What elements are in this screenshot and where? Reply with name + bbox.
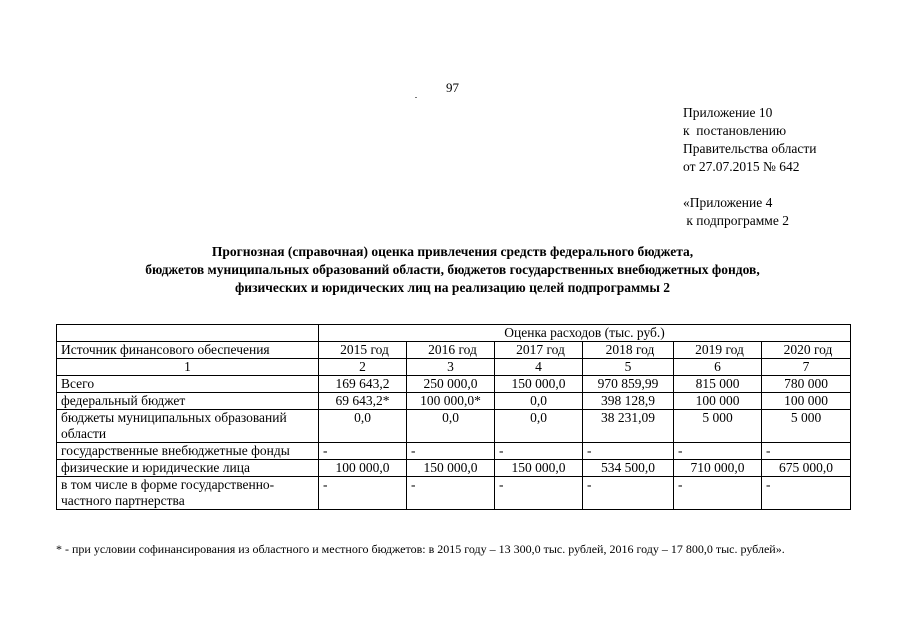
table-cell: 100 000 bbox=[762, 393, 851, 410]
table-cell: 38 231,09 bbox=[583, 410, 674, 443]
column-number: 3 bbox=[407, 359, 495, 376]
column-number: 7 bbox=[762, 359, 851, 376]
row-label: федеральный бюджет bbox=[57, 393, 319, 410]
appendix-line: от 27.07.2015 № 642 bbox=[683, 159, 800, 174]
table-cell: - bbox=[407, 443, 495, 460]
column-number: 5 bbox=[583, 359, 674, 376]
table-cell: - bbox=[319, 443, 407, 460]
table-cell: 100 000,0 bbox=[319, 460, 407, 477]
table-cell: 0,0 bbox=[319, 410, 407, 443]
title-line: Прогнозная (справочная) оценка привлечения средств федерального бюджета, bbox=[211, 244, 694, 259]
source-header: Источник финансового обеспечения bbox=[57, 342, 319, 359]
year-header: 2018 год bbox=[583, 342, 674, 359]
scan-mark bbox=[415, 97, 417, 98]
row-label: физические и юридические лица bbox=[57, 460, 319, 477]
title-line: физических и юридических лиц на реализацию целей подпрограммы 2 bbox=[234, 280, 671, 295]
table-cell: 150 000,0 bbox=[407, 460, 495, 477]
table-cell: 675 000,0 bbox=[762, 460, 851, 477]
sub-appendix-line: к подпрограмме 2 bbox=[683, 213, 789, 228]
year-header: 2019 год bbox=[674, 342, 762, 359]
column-number: 2 bbox=[319, 359, 407, 376]
table-cell: - bbox=[674, 443, 762, 460]
table-cell: 0,0 bbox=[407, 410, 495, 443]
table-cell: 100 000 bbox=[674, 393, 762, 410]
year-header: 2017 год bbox=[495, 342, 583, 359]
appendix-block bbox=[683, 104, 816, 230]
appendix-line: Правительства области bbox=[683, 141, 817, 156]
appendix-line: Приложение 10 bbox=[683, 105, 773, 120]
table-row bbox=[57, 393, 851, 410]
year-header: 2015 год bbox=[319, 342, 407, 359]
table-cell: 5 000 bbox=[674, 410, 762, 443]
row-label: государственные внебюджетные фонды bbox=[57, 443, 319, 460]
table-cell: - bbox=[495, 477, 583, 510]
header-empty-cell bbox=[57, 325, 319, 342]
table-cell: - bbox=[583, 443, 674, 460]
table-cell: 150 000,0 bbox=[495, 376, 583, 393]
table-cell: - bbox=[407, 477, 495, 510]
table-cell: 970 859,99 bbox=[583, 376, 674, 393]
table-row bbox=[57, 410, 851, 443]
funding-table bbox=[56, 324, 851, 510]
year-header: 2020 год bbox=[762, 342, 851, 359]
table-cell: - bbox=[762, 443, 851, 460]
table-row bbox=[57, 477, 851, 510]
row-label: бюджеты муниципальных образований области bbox=[57, 410, 319, 443]
appendix-line: к постановлению bbox=[683, 123, 787, 138]
row-label: в том числе в форме государственно-частного партнерства bbox=[57, 477, 319, 510]
table-row bbox=[57, 376, 851, 393]
row-label: Всего bbox=[57, 376, 319, 393]
table-cell: 0,0 bbox=[495, 410, 583, 443]
footnote: * - при условии софинансирования из областного и местного бюджетов: в 2015 году – 13 300,0 тыс. рублей, 2016 году – 17 800,0 тыс. рублей». bbox=[56, 542, 785, 556]
table-cell: 150 000,0 bbox=[495, 460, 583, 477]
table-cell: 250 000,0 bbox=[407, 376, 495, 393]
table-row bbox=[57, 460, 851, 477]
table-cell: 69 643,2* bbox=[319, 393, 407, 410]
title-line: бюджетов муниципальных образований области, бюджетов государственных внебюджетных фондов, bbox=[145, 262, 760, 277]
table-cell: - bbox=[583, 477, 674, 510]
table-cell: 534 500,0 bbox=[583, 460, 674, 477]
table-cell: 815 000 bbox=[674, 376, 762, 393]
table-cell: - bbox=[319, 477, 407, 510]
table-cell: - bbox=[674, 477, 762, 510]
document-title bbox=[0, 243, 905, 297]
table-cell: 169 643,2 bbox=[319, 376, 407, 393]
table-cell: 780 000 bbox=[762, 376, 851, 393]
table-row bbox=[57, 443, 851, 460]
table-cell: 0,0 bbox=[495, 393, 583, 410]
page-number: 97 bbox=[446, 80, 459, 95]
table-cell: 398 128,9 bbox=[583, 393, 674, 410]
table-cell: 100 000,0* bbox=[407, 393, 495, 410]
table-cell: - bbox=[762, 477, 851, 510]
table-cell: - bbox=[495, 443, 583, 460]
sub-appendix-line: «Приложение 4 bbox=[683, 195, 773, 210]
table-cell: 5 000 bbox=[762, 410, 851, 443]
column-number: 6 bbox=[674, 359, 762, 376]
column-number: 4 bbox=[495, 359, 583, 376]
group-header: Оценка расходов (тыс. руб.) bbox=[319, 325, 851, 342]
table-cell: 710 000,0 bbox=[674, 460, 762, 477]
year-header: 2016 год bbox=[407, 342, 495, 359]
column-number: 1 bbox=[57, 359, 319, 376]
